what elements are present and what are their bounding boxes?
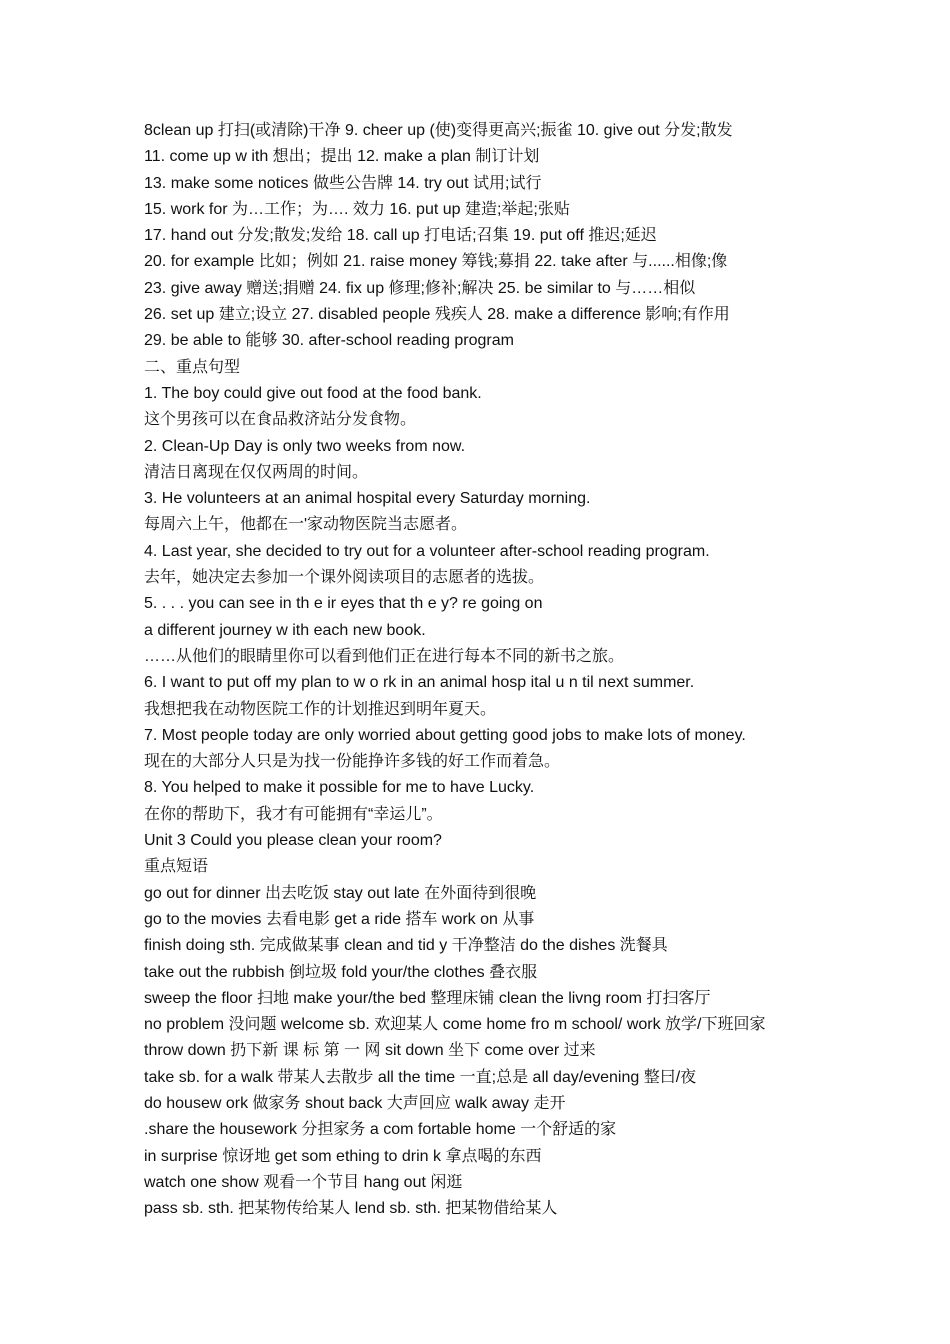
text-line: take sb. for a walk 带某人去散步 all the time 一直;总是 all day/evening 整曰/夜 [144,1068,697,1086]
text-line: 29. be able to 能够 30. after-school reading program [144,332,514,350]
text-line: 6. I want to put off my plan to w o rk in an animal hosp ital u n til next summer. [144,674,695,692]
text-line: Unit 3 Could you please clean your room? [144,832,442,850]
text-line: 5. . . . you can see in th e ir eyes that th e y? re going on [144,595,543,613]
text-line: in surprise 惊讶地 get som ething to drin k 拿点喝的东西 [144,1147,542,1165]
text-line: 重点短语 [144,858,209,876]
text-line: 4. Last year, she decided to try out for a volunteer after-school reading program. [144,542,710,560]
text-line: go out for dinner 出去吃饭 stay out late 在外面待到很晚 [144,884,537,902]
text-line: pass sb. sth. 把某物传给某人 lend sb. sth. 把某物借给某人 [144,1200,558,1218]
text-line: go to the movies 去看电影 get a ride 搭车 work on 从事 [144,910,535,928]
text-line: 26. set up 建立;设立 27. disabled people 残疾人 28. make a difference 影响;有作用 [144,306,730,324]
text-line: 13. make some notices 做些公告牌 14. try out 试用;试行 [144,174,542,192]
text-line: throw down 扔下新 课 标 第 一 网 sit down 坐下 come over 过来 [144,1042,596,1060]
text-line: 每周六上午，他都在一'家动物医院当志愿者。 [144,516,468,534]
text-line: .share the housework 分担家务 a com fortable home 一个舒适的家 [144,1121,617,1139]
text-line: 这个男孩可以在食品救济站分发食物。 [144,411,417,429]
text-line: 3. He volunteers at an animal hospital every Saturday morning. [144,490,591,508]
text-line: finish doing sth. 完成做某事 clean and tid y 干净整洁 do the dishes 洗餐具 [144,937,668,955]
document-body [144,118,824,1222]
text-line: 我想把我在动物医院工作的计划推迟到明年夏天。 [144,700,497,718]
text-line: 8. You helped to make it possible for me to have Lucky. [144,779,535,797]
text-line: watch one show 观看一个节目 hang out 闲逛 [144,1173,463,1191]
text-line: 1. The boy could give out food at the food bank. [144,384,482,402]
text-line: no problem 没问题 welcome sb. 欢迎某人 come home fro m school/ work 放学/下班回家 [144,1016,766,1034]
text-line: 二、重点句型 [144,358,241,376]
text-line: 7. Most people today are only worried about getting good jobs to make lots of money. [144,726,746,744]
text-line: 23. give away 赠送;捐赠 24. fix up 修理;修补;解决 25. be similar to 与……相似 [144,279,696,297]
text-line: 17. hand out 分发;散发;发给 18. call up 打电话;召集 19. put off 推迟;延迟 [144,227,657,245]
text-line: ……从他们的眼睛里你可以看到他们正在进行每本不同的新书之旅。 [144,647,625,665]
text-line: a different journey w ith each new book. [144,621,426,639]
text-line: 清洁日离现在仅仅两周的时间。 [144,463,369,481]
text-line: 现在的大部分人只是为找一份能挣许多钱的好工作而着急。 [144,753,561,771]
text-line: 2. Clean-Up Day is only two weeks from now. [144,437,466,455]
text-line: 8clean up 打扫(或清除)干净 9. cheer up (使)变得更高兴;振雀 10. give out 分发;散发 [144,122,733,139]
text-line: do housew ork 做家务 shout back 大声回应 walk away 走开 [144,1094,566,1112]
text-line: 去年，她决定去参加一个课外阅读项目的志愿者的选拔。 [144,569,545,587]
text-line: 20. for example 比如；例如 21. raise money 筹钱;募捐 22. take after 与......相像;像 [144,253,728,271]
text-line: 15. work for 为…工作；为…. 效力 16. put up 建造;举起;张贴 [144,200,570,218]
text-line: take out the rubbish 倒垃圾 fold your/the clothes 叠衣服 [144,963,538,981]
text-line: sweep the floor 扫地 make your/the bed 整理床铺 clean the livng room 打扫客厅 [144,989,711,1007]
text-line: 在你的帮助下，我才有可能拥有“幸运儿”。 [144,805,443,823]
text-line: 11. come up w ith 想出；提出 12. make a plan 制订计划 [144,148,540,166]
